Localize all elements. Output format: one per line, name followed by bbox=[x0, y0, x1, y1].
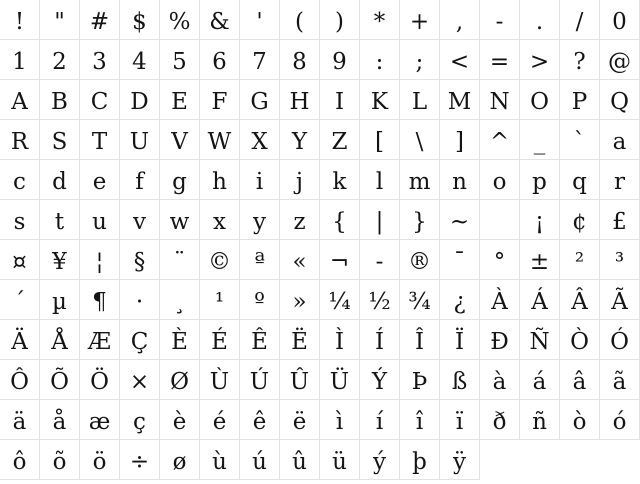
glyph-cell[interactable]: Ú bbox=[240, 360, 280, 400]
glyph-cell[interactable]: Ö bbox=[80, 360, 120, 400]
glyph-cell[interactable]: Ü bbox=[320, 360, 360, 400]
glyph-cell[interactable]: ( bbox=[280, 0, 320, 40]
charmap-row bbox=[0, 200, 640, 240]
glyph-cell[interactable]: å bbox=[40, 400, 80, 440]
glyph-cell[interactable]: à bbox=[480, 360, 520, 400]
glyph-cell[interactable]: ÿ bbox=[440, 440, 480, 480]
glyph-cell[interactable]: Ë bbox=[280, 320, 320, 360]
glyph-cell[interactable]: L bbox=[400, 80, 440, 120]
glyph-cell[interactable]: v bbox=[120, 200, 160, 240]
glyph-cell[interactable]: O bbox=[520, 80, 560, 120]
glyph-cell[interactable]: Ä bbox=[0, 320, 40, 360]
glyph-cell[interactable]: Î bbox=[400, 320, 440, 360]
glyph-cell[interactable]: Ñ bbox=[520, 320, 560, 360]
glyph-cell[interactable]: Þ bbox=[400, 360, 440, 400]
glyph-cell[interactable]: ² bbox=[560, 240, 600, 280]
glyph-cell[interactable]: ã bbox=[600, 360, 640, 400]
glyph-cell[interactable]: - bbox=[360, 240, 400, 280]
charmap-row bbox=[0, 0, 640, 40]
glyph-cell[interactable]: ¹ bbox=[200, 280, 240, 320]
glyph-cell[interactable]: l bbox=[360, 160, 400, 200]
glyph-cell[interactable]: ? bbox=[560, 40, 600, 80]
glyph-cell[interactable]: W bbox=[200, 120, 240, 160]
glyph-cell[interactable]: % bbox=[160, 0, 200, 40]
glyph-cell[interactable]: V bbox=[160, 120, 200, 160]
glyph-cell[interactable]: w bbox=[160, 200, 200, 240]
glyph-cell[interactable]: ù bbox=[200, 440, 240, 480]
charmap-row bbox=[0, 120, 640, 160]
glyph-cell[interactable]: í bbox=[360, 400, 400, 440]
glyph-cell[interactable]: G bbox=[240, 80, 280, 120]
glyph-cell[interactable]: ¤ bbox=[0, 240, 40, 280]
glyph-cell[interactable]: i bbox=[240, 160, 280, 200]
glyph-cell[interactable]: M bbox=[440, 80, 480, 120]
glyph-cell[interactable]: g bbox=[160, 160, 200, 200]
glyph-cell[interactable]: : bbox=[360, 40, 400, 80]
glyph-cell[interactable]: ¯ bbox=[440, 240, 480, 280]
glyph-cell[interactable]: Ã bbox=[600, 280, 640, 320]
glyph-cell[interactable]: ¦ bbox=[80, 240, 120, 280]
glyph-cell[interactable]: [ bbox=[360, 120, 400, 160]
glyph-cell[interactable]: K bbox=[360, 80, 400, 120]
glyph-cell[interactable]: ´ bbox=[0, 280, 40, 320]
glyph-cell[interactable]: 7 bbox=[240, 40, 280, 80]
glyph-cell[interactable]: . bbox=[520, 0, 560, 40]
glyph-cell[interactable]: Û bbox=[280, 360, 320, 400]
glyph-cell[interactable]: » bbox=[280, 280, 320, 320]
glyph-cell[interactable]: º bbox=[240, 280, 280, 320]
glyph-cell[interactable]: ñ bbox=[520, 400, 560, 440]
glyph-cell[interactable]: ' bbox=[240, 0, 280, 40]
glyph-cell[interactable]: 6 bbox=[200, 40, 240, 80]
glyph-cell[interactable]: ò bbox=[560, 400, 600, 440]
glyph-cell[interactable]: ¶ bbox=[80, 280, 120, 320]
glyph-cell[interactable]: _ bbox=[520, 120, 560, 160]
glyph-cell[interactable]: ± bbox=[520, 240, 560, 280]
glyph-cell[interactable]: q bbox=[560, 160, 600, 200]
glyph-cell[interactable]: F bbox=[200, 80, 240, 120]
glyph-cell[interactable]: m bbox=[400, 160, 440, 200]
glyph-cell[interactable]: û bbox=[280, 440, 320, 480]
charmap-row bbox=[0, 160, 640, 200]
glyph-cell[interactable]: ® bbox=[400, 240, 440, 280]
glyph-cell[interactable]: z bbox=[280, 200, 320, 240]
glyph-cell[interactable]: @ bbox=[600, 40, 640, 80]
glyph-cell[interactable]: ¥ bbox=[40, 240, 80, 280]
glyph-cell[interactable]: R bbox=[0, 120, 40, 160]
glyph-cell[interactable]: ¡ bbox=[520, 200, 560, 240]
glyph-cell[interactable]: s bbox=[0, 200, 40, 240]
glyph-cell[interactable]: Ó bbox=[600, 320, 640, 360]
glyph-cell[interactable]: } bbox=[400, 200, 440, 240]
glyph-cell[interactable]: ; bbox=[400, 40, 440, 80]
glyph-cell[interactable]: ¾ bbox=[400, 280, 440, 320]
glyph-cell[interactable]: Ý bbox=[360, 360, 400, 400]
glyph-cell[interactable]: | bbox=[360, 200, 400, 240]
glyph-cell[interactable]: ] bbox=[440, 120, 480, 160]
glyph-cell[interactable]: Å bbox=[40, 320, 80, 360]
glyph-cell[interactable] bbox=[480, 200, 520, 240]
glyph-cell[interactable]: ó bbox=[600, 400, 640, 440]
glyph-cell[interactable]: µ bbox=[40, 280, 80, 320]
glyph-cell[interactable]: Í bbox=[360, 320, 400, 360]
glyph-cell[interactable]: { bbox=[320, 200, 360, 240]
glyph-cell[interactable]: - bbox=[480, 0, 520, 40]
glyph-cell[interactable]: ) bbox=[320, 0, 360, 40]
glyph-cell[interactable]: 3 bbox=[80, 40, 120, 80]
glyph-cell[interactable]: « bbox=[280, 240, 320, 280]
glyph-cell[interactable]: ¨ bbox=[160, 240, 200, 280]
charmap-row bbox=[0, 360, 640, 400]
glyph-cell[interactable]: É bbox=[200, 320, 240, 360]
glyph-cell[interactable]: ú bbox=[240, 440, 280, 480]
glyph-cell[interactable]: Y bbox=[280, 120, 320, 160]
glyph-cell[interactable]: § bbox=[120, 240, 160, 280]
charmap-row bbox=[0, 240, 640, 280]
glyph-cell[interactable]: ÷ bbox=[120, 440, 160, 480]
glyph-cell[interactable]: h bbox=[200, 160, 240, 200]
glyph-cell[interactable]: â bbox=[560, 360, 600, 400]
glyph-cell[interactable]: ê bbox=[240, 400, 280, 440]
glyph-cell[interactable]: X bbox=[240, 120, 280, 160]
glyph-cell[interactable]: · bbox=[120, 280, 160, 320]
glyph-cell[interactable]: Ê bbox=[240, 320, 280, 360]
glyph-cell[interactable]: d bbox=[40, 160, 80, 200]
glyph-cell[interactable]: Æ bbox=[80, 320, 120, 360]
glyph-cell[interactable]: î bbox=[400, 400, 440, 440]
charmap-row bbox=[0, 80, 640, 120]
glyph-cell[interactable]: õ bbox=[40, 440, 80, 480]
charmap-row bbox=[0, 400, 640, 440]
glyph-cell[interactable]: 5 bbox=[160, 40, 200, 80]
glyph-cell[interactable]: 2 bbox=[40, 40, 80, 80]
glyph-cell[interactable]: k bbox=[320, 160, 360, 200]
glyph-cell[interactable]: N bbox=[480, 80, 520, 120]
glyph-cell[interactable]: ç bbox=[120, 400, 160, 440]
glyph-cell[interactable]: U bbox=[120, 120, 160, 160]
glyph-cell[interactable]: p bbox=[520, 160, 560, 200]
glyph-cell[interactable]: ø bbox=[160, 440, 200, 480]
glyph-cell[interactable]: Ù bbox=[200, 360, 240, 400]
glyph-cell[interactable]: A bbox=[0, 80, 40, 120]
glyph-cell[interactable]: / bbox=[560, 0, 600, 40]
charmap-row bbox=[0, 440, 640, 480]
glyph-cell[interactable]: Ô bbox=[0, 360, 40, 400]
glyph-cell[interactable]: 0 bbox=[600, 0, 640, 40]
glyph-cell[interactable]: ð bbox=[480, 400, 520, 440]
glyph-cell[interactable]: u bbox=[80, 200, 120, 240]
glyph-cell[interactable]: Ï bbox=[440, 320, 480, 360]
glyph-cell[interactable]: ½ bbox=[360, 280, 400, 320]
glyph-cell[interactable]: n bbox=[440, 160, 480, 200]
glyph-cell[interactable]: S bbox=[40, 120, 80, 160]
glyph-cell[interactable]: e bbox=[80, 160, 120, 200]
glyph-cell[interactable]: = bbox=[480, 40, 520, 80]
glyph-cell[interactable]: á bbox=[520, 360, 560, 400]
glyph-cell[interactable]: è bbox=[160, 400, 200, 440]
glyph-cell[interactable]: Z bbox=[320, 120, 360, 160]
glyph-cell[interactable]: o bbox=[480, 160, 520, 200]
glyph-cell[interactable]: T bbox=[80, 120, 120, 160]
glyph-cell[interactable]: ë bbox=[280, 400, 320, 440]
glyph-cell[interactable]: < bbox=[440, 40, 480, 80]
glyph-cell[interactable]: ¼ bbox=[320, 280, 360, 320]
glyph-cell[interactable]: P bbox=[560, 80, 600, 120]
glyph-cell[interactable]: ³ bbox=[600, 240, 640, 280]
glyph-cell[interactable]: x bbox=[200, 200, 240, 240]
glyph-cell[interactable]: £ bbox=[600, 200, 640, 240]
glyph-cell[interactable]: ß bbox=[440, 360, 480, 400]
glyph-cell[interactable]: ý bbox=[360, 440, 400, 480]
glyph-cell[interactable]: ` bbox=[560, 120, 600, 160]
glyph-cell[interactable]: ¸ bbox=[160, 280, 200, 320]
glyph-cell[interactable]: ä bbox=[0, 400, 40, 440]
glyph-cell[interactable]: 1 bbox=[0, 40, 40, 80]
glyph-cell[interactable]: þ bbox=[400, 440, 440, 480]
glyph-cell[interactable]: & bbox=[200, 0, 240, 40]
glyph-cell[interactable]: \ bbox=[400, 120, 440, 160]
glyph-cell[interactable]: t bbox=[40, 200, 80, 240]
glyph-cell[interactable]: j bbox=[280, 160, 320, 200]
glyph-cell[interactable]: Q bbox=[600, 80, 640, 120]
glyph-cell[interactable]: 9 bbox=[320, 40, 360, 80]
glyph-cell[interactable]: È bbox=[160, 320, 200, 360]
glyph-cell[interactable]: a bbox=[600, 120, 640, 160]
glyph-cell[interactable]: c bbox=[0, 160, 40, 200]
glyph-cell[interactable]: " bbox=[40, 0, 80, 40]
glyph-cell[interactable]: é bbox=[200, 400, 240, 440]
glyph-cell[interactable]: C bbox=[80, 80, 120, 120]
glyph-cell[interactable]: Â bbox=[560, 280, 600, 320]
charmap-row bbox=[0, 40, 640, 80]
glyph-cell[interactable]: Ì bbox=[320, 320, 360, 360]
glyph-cell[interactable]: B bbox=[40, 80, 80, 120]
glyph-cell[interactable]: 4 bbox=[120, 40, 160, 80]
glyph-cell[interactable]: æ bbox=[80, 400, 120, 440]
charmap-row bbox=[0, 280, 640, 320]
glyph-cell[interactable]: y bbox=[240, 200, 280, 240]
glyph-cell[interactable]: ¿ bbox=[440, 280, 480, 320]
glyph-cell[interactable]: , bbox=[440, 0, 480, 40]
glyph-cell[interactable]: ~ bbox=[440, 200, 480, 240]
glyph-cell[interactable]: I bbox=[320, 80, 360, 120]
glyph-cell[interactable]: Ð bbox=[480, 320, 520, 360]
glyph-cell[interactable]: r bbox=[600, 160, 640, 200]
glyph-cell[interactable]: ¢ bbox=[560, 200, 600, 240]
glyph-cell[interactable]: E bbox=[160, 80, 200, 120]
glyph-cell[interactable]: ï bbox=[440, 400, 480, 440]
glyph-cell[interactable]: Ò bbox=[560, 320, 600, 360]
glyph-cell[interactable]: Ø bbox=[160, 360, 200, 400]
glyph-cell[interactable]: ¬ bbox=[320, 240, 360, 280]
glyph-cell[interactable]: D bbox=[120, 80, 160, 120]
glyph-cell[interactable]: Ç bbox=[120, 320, 160, 360]
glyph-cell[interactable]: ü bbox=[320, 440, 360, 480]
glyph-cell[interactable]: ° bbox=[480, 240, 520, 280]
glyph-cell[interactable]: H bbox=[280, 80, 320, 120]
glyph-cell[interactable]: ö bbox=[80, 440, 120, 480]
glyph-cell[interactable]: > bbox=[520, 40, 560, 80]
glyph-cell[interactable]: ô bbox=[0, 440, 40, 480]
glyph-cell[interactable]: * bbox=[360, 0, 400, 40]
glyph-cell[interactable]: f bbox=[120, 160, 160, 200]
glyph-cell[interactable]: $ bbox=[120, 0, 160, 40]
glyph-cell[interactable]: Õ bbox=[40, 360, 80, 400]
glyph-cell[interactable]: × bbox=[120, 360, 160, 400]
glyph-cell[interactable]: ! bbox=[0, 0, 40, 40]
glyph-cell[interactable]: ª bbox=[240, 240, 280, 280]
glyph-cell[interactable]: À bbox=[480, 280, 520, 320]
glyph-cell[interactable]: 8 bbox=[280, 40, 320, 80]
glyph-cell[interactable]: ^ bbox=[480, 120, 520, 160]
glyph-cell[interactable]: # bbox=[80, 0, 120, 40]
glyph-cell[interactable]: Á bbox=[520, 280, 560, 320]
glyph-cell[interactable]: ì bbox=[320, 400, 360, 440]
charmap-row bbox=[0, 320, 640, 360]
glyph-cell[interactable]: © bbox=[200, 240, 240, 280]
glyph-cell[interactable]: + bbox=[400, 0, 440, 40]
